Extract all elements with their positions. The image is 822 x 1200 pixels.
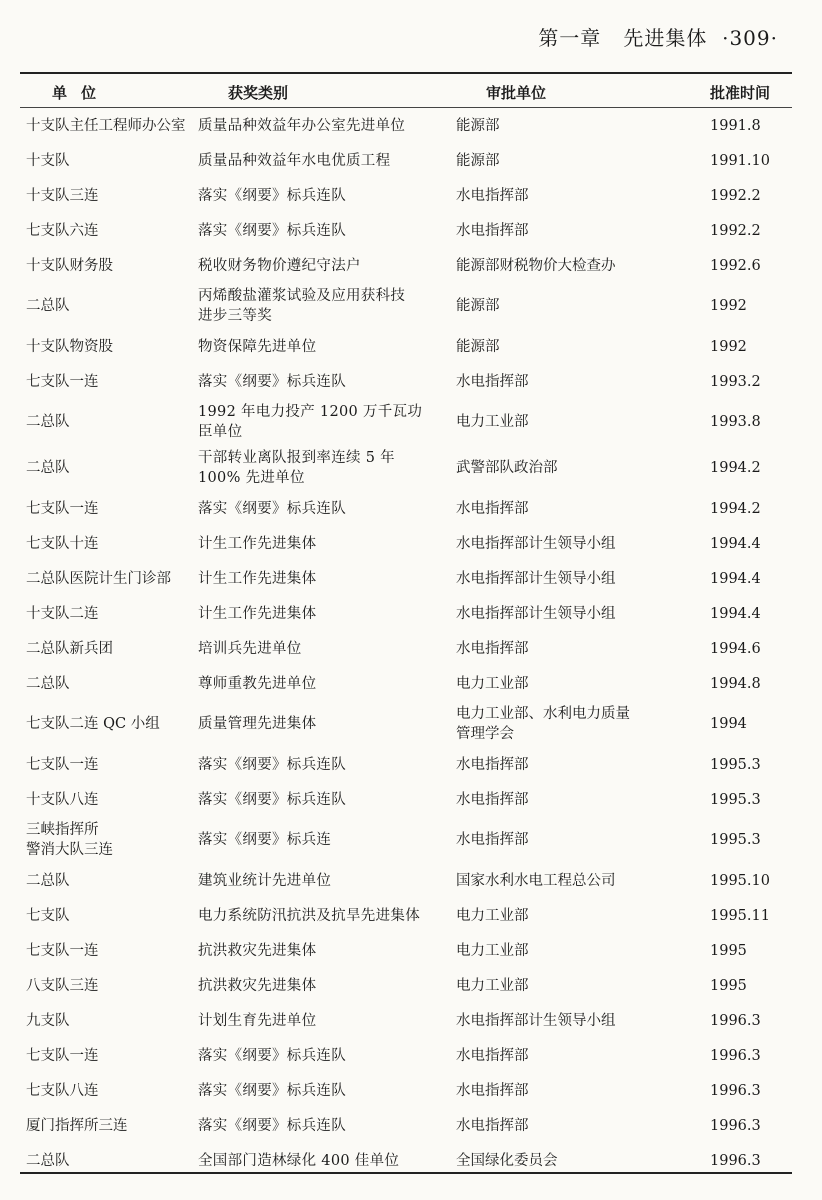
cell-award: 落实《纲要》标兵连 bbox=[198, 832, 332, 848]
cell-approver: 国家水利水电工程总公司 bbox=[456, 872, 616, 889]
table-row bbox=[20, 491, 792, 526]
table-row bbox=[20, 782, 792, 817]
cell-date: 1991.8 bbox=[710, 117, 761, 134]
cell-unit: 七支队十连 bbox=[26, 535, 99, 552]
cell-unit: 三峡指挥所 警消大队三连 bbox=[26, 822, 113, 858]
cell-award: 落实《纲要》标兵连队 bbox=[198, 373, 346, 390]
table-header bbox=[20, 78, 792, 106]
cell-approver: 水电指挥部计生领导小组 bbox=[456, 535, 616, 552]
cell-approver: 水电指挥部 bbox=[456, 1047, 529, 1064]
cell-date: 1992.2 bbox=[710, 187, 761, 204]
table-row bbox=[20, 1003, 792, 1038]
cell-unit: 二总队 bbox=[26, 675, 70, 692]
table-row bbox=[20, 445, 792, 491]
cell-approver: 电力工业部 bbox=[456, 907, 529, 924]
table-row bbox=[20, 933, 792, 968]
cell-date: 1992 bbox=[710, 298, 747, 314]
cell-approver: 水电指挥部 bbox=[456, 640, 529, 657]
cell-approver: 水电指挥部 bbox=[456, 832, 529, 848]
table-row bbox=[20, 1038, 792, 1073]
cell-unit: 二总队 bbox=[26, 1152, 70, 1169]
cell-award: 落实《纲要》标兵连队 bbox=[198, 791, 346, 808]
table-row bbox=[20, 561, 792, 596]
cell-date: 1995.3 bbox=[710, 756, 761, 773]
cell-unit: 九支队 bbox=[26, 1012, 70, 1029]
cell-unit: 二总队新兵团 bbox=[26, 640, 113, 657]
cell-unit: 七支队一连 bbox=[26, 373, 99, 390]
cell-award: 培训兵先进单位 bbox=[198, 640, 302, 657]
cell-approver: 武警部队政治部 bbox=[456, 460, 558, 476]
cell-approver: 能源部 bbox=[456, 298, 500, 314]
table-row bbox=[20, 364, 792, 399]
cell-unit: 八支队三连 bbox=[26, 977, 99, 994]
cell-approver: 能源部财税物价大检查办 bbox=[456, 257, 616, 274]
cell-date: 1996.3 bbox=[710, 1117, 761, 1134]
cell-award: 丙烯酸盐灌浆试验及应用获科技 进步三等奖 bbox=[198, 288, 406, 324]
cell-unit: 七支队八连 bbox=[26, 1082, 99, 1099]
cell-approver: 电力工业部 bbox=[456, 977, 529, 994]
running-head: 第一章 先进集体 ·309· bbox=[538, 26, 778, 50]
cell-award: 质量管理先进集体 bbox=[198, 716, 317, 732]
table-row bbox=[20, 526, 792, 561]
cell-approver: 电力工业部 bbox=[456, 942, 529, 959]
cell-date: 1993.2 bbox=[710, 373, 761, 390]
table-row bbox=[20, 213, 792, 248]
cell-date: 1995 bbox=[710, 977, 747, 994]
cell-award: 抗洪救灾先进集体 bbox=[198, 977, 317, 994]
cell-award: 计划生育先进单位 bbox=[198, 1012, 317, 1029]
cell-approver: 水电指挥部 bbox=[456, 1117, 529, 1134]
cell-award: 计生工作先进集体 bbox=[198, 570, 317, 587]
table-row bbox=[20, 178, 792, 213]
table-row bbox=[20, 898, 792, 933]
award-table-body bbox=[20, 108, 792, 1178]
cell-unit: 二总队医院计生门诊部 bbox=[26, 570, 171, 587]
cell-award: 抗洪救灾先进集体 bbox=[198, 942, 317, 959]
header-approval-date: 批准时间 bbox=[710, 84, 771, 102]
cell-unit: 十支队二连 bbox=[26, 605, 99, 622]
cell-approver: 水电指挥部 bbox=[456, 1082, 529, 1099]
cell-date: 1995.10 bbox=[710, 872, 770, 889]
cell-approver: 电力工业部 bbox=[456, 675, 529, 692]
cell-date: 1993.8 bbox=[710, 414, 761, 430]
table-row bbox=[20, 631, 792, 666]
cell-approver: 电力工业部、水利电力质量 管理学会 bbox=[456, 706, 630, 742]
cell-date: 1992.6 bbox=[710, 257, 761, 274]
cell-date: 1994.2 bbox=[710, 500, 761, 517]
cell-award: 尊师重教先进单位 bbox=[198, 675, 317, 692]
cell-date: 1995 bbox=[710, 942, 747, 959]
cell-date: 1992.2 bbox=[710, 222, 761, 239]
header-award-category: 获奖类别 bbox=[228, 84, 289, 102]
cell-award: 全国部门造林绿化 400 佳单位 bbox=[198, 1152, 400, 1169]
cell-award: 计生工作先进集体 bbox=[198, 535, 317, 552]
cell-award: 1992 年电力投产 1200 万千瓦功 臣单位 bbox=[198, 404, 423, 440]
cell-unit: 七支队一连 bbox=[26, 1047, 99, 1064]
cell-date: 1995.11 bbox=[710, 907, 770, 924]
cell-approver: 水电指挥部 bbox=[456, 756, 529, 773]
cell-approver: 水电指挥部 bbox=[456, 187, 529, 204]
bottom-rule bbox=[20, 1172, 792, 1174]
cell-date: 1994.2 bbox=[710, 460, 761, 476]
cell-unit: 十支队财务股 bbox=[26, 257, 113, 274]
cell-award: 落实《纲要》标兵连队 bbox=[198, 756, 346, 773]
cell-award: 建筑业统计先进单位 bbox=[198, 872, 332, 889]
cell-unit: 二总队 bbox=[26, 298, 70, 314]
cell-approver: 能源部 bbox=[456, 117, 500, 134]
cell-unit: 七支队一连 bbox=[26, 756, 99, 773]
cell-unit: 十支队物资股 bbox=[26, 338, 113, 355]
cell-award: 税收财务物价遵纪守法户 bbox=[198, 257, 361, 274]
cell-award: 干部转业离队报到率连续 5 年 100% 先进单位 bbox=[198, 450, 395, 486]
cell-award: 落实《纲要》标兵连队 bbox=[198, 500, 346, 517]
cell-award: 计生工作先进集体 bbox=[198, 605, 317, 622]
table-row bbox=[20, 817, 792, 863]
cell-unit: 十支队八连 bbox=[26, 791, 99, 808]
table-row bbox=[20, 248, 792, 283]
cell-approver: 水电指挥部 bbox=[456, 373, 529, 390]
table-row bbox=[20, 108, 792, 143]
table-row bbox=[20, 329, 792, 364]
header-unit: 单位 bbox=[52, 84, 111, 102]
cell-approver: 水电指挥部计生领导小组 bbox=[456, 605, 616, 622]
table-row bbox=[20, 701, 792, 747]
cell-award: 质量品种效益年水电优质工程 bbox=[198, 152, 391, 169]
table-row bbox=[20, 747, 792, 782]
cell-award: 落实《纲要》标兵连队 bbox=[198, 1117, 346, 1134]
table-row bbox=[20, 1073, 792, 1108]
cell-award: 落实《纲要》标兵连队 bbox=[198, 222, 346, 239]
cell-approver: 水电指挥部 bbox=[456, 500, 529, 517]
cell-date: 1994.6 bbox=[710, 640, 761, 657]
cell-date: 1994.4 bbox=[710, 570, 761, 587]
cell-approver: 能源部 bbox=[456, 338, 500, 355]
cell-award: 落实《纲要》标兵连队 bbox=[198, 187, 346, 204]
table-row bbox=[20, 863, 792, 898]
cell-unit: 十支队主任工程师办公室 bbox=[26, 117, 186, 134]
cell-date: 1994.8 bbox=[710, 675, 761, 692]
cell-date: 1996.3 bbox=[710, 1152, 761, 1169]
cell-date: 1995.3 bbox=[710, 791, 761, 808]
table-row bbox=[20, 283, 792, 329]
cell-unit: 七支队六连 bbox=[26, 222, 99, 239]
cell-unit: 二总队 bbox=[26, 872, 70, 889]
table-row bbox=[20, 666, 792, 701]
cell-date: 1995.3 bbox=[710, 832, 761, 848]
cell-unit: 二总队 bbox=[26, 414, 70, 430]
table-row bbox=[20, 968, 792, 1003]
cell-approver: 能源部 bbox=[456, 152, 500, 169]
cell-unit: 七支队一连 bbox=[26, 942, 99, 959]
cell-date: 1994 bbox=[710, 716, 747, 732]
cell-date: 1992 bbox=[710, 338, 747, 355]
cell-unit: 十支队 bbox=[26, 152, 70, 169]
cell-date: 1994.4 bbox=[710, 605, 761, 622]
cell-unit: 厦门指挥所三连 bbox=[26, 1117, 128, 1134]
cell-approver: 电力工业部 bbox=[456, 414, 529, 430]
table-row bbox=[20, 596, 792, 631]
cell-approver: 水电指挥部 bbox=[456, 791, 529, 808]
cell-unit: 二总队 bbox=[26, 460, 70, 476]
cell-date: 1996.3 bbox=[710, 1047, 761, 1064]
cell-unit: 十支队三连 bbox=[26, 187, 99, 204]
cell-award: 落实《纲要》标兵连队 bbox=[198, 1047, 346, 1064]
table-row bbox=[20, 399, 792, 445]
header-approving-unit: 审批单位 bbox=[486, 84, 547, 102]
cell-award: 物资保障先进单位 bbox=[198, 338, 317, 355]
cell-unit: 七支队一连 bbox=[26, 500, 99, 517]
cell-approver: 水电指挥部 bbox=[456, 222, 529, 239]
cell-approver: 水电指挥部计生领导小组 bbox=[456, 1012, 616, 1029]
cell-award: 落实《纲要》标兵连队 bbox=[198, 1082, 346, 1099]
cell-approver: 水电指挥部计生领导小组 bbox=[456, 570, 616, 587]
top-rule bbox=[20, 72, 792, 74]
cell-award: 质量品种效益年办公室先进单位 bbox=[198, 117, 406, 134]
cell-unit: 七支队 bbox=[26, 907, 70, 924]
cell-unit: 七支队二连 QC 小组 bbox=[26, 716, 160, 732]
cell-date: 1996.3 bbox=[710, 1012, 761, 1029]
cell-award: 电力系统防汛抗洪及抗旱先进集体 bbox=[198, 907, 420, 924]
cell-approver: 全国绿化委员会 bbox=[456, 1152, 558, 1169]
table-row bbox=[20, 1108, 792, 1143]
cell-date: 1994.4 bbox=[710, 535, 761, 552]
cell-date: 1991.10 bbox=[710, 152, 770, 169]
table-row bbox=[20, 143, 792, 178]
cell-date: 1996.3 bbox=[710, 1082, 761, 1099]
